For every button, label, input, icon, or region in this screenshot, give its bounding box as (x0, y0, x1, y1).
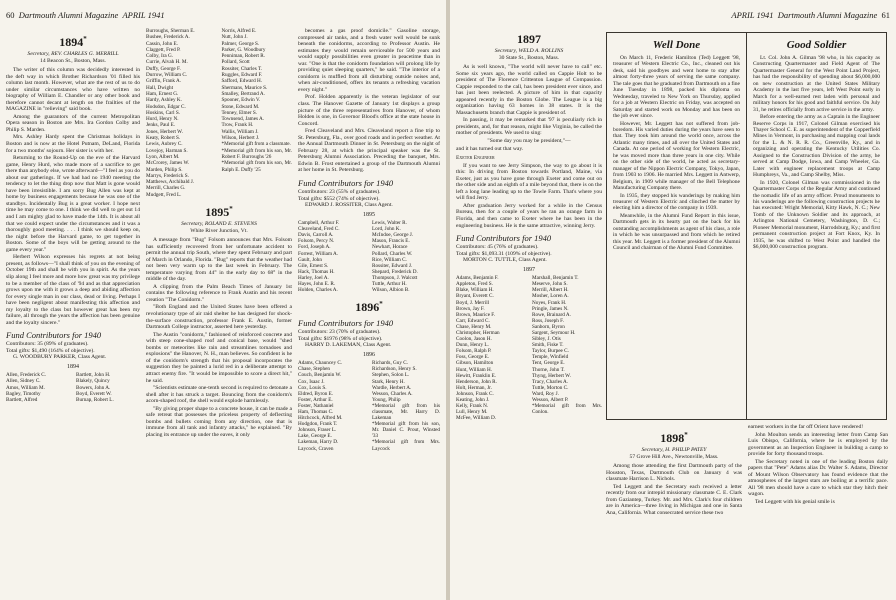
contributor-name: Rice, William C. (372, 256, 407, 263)
right-page (450, 0, 896, 600)
contributor-name: Amos, William M. (6, 384, 45, 391)
class-1897-heading: 1897 (517, 32, 541, 46)
contributor-name: *Memorial gift from his son, Mr. Ralph E. Duffy '25 (221, 160, 292, 173)
contributor-name: Lull, Henry M. (456, 409, 488, 416)
contributor-name: Chase, Henry M. (456, 323, 492, 330)
contributor-name: Blake, William H. (456, 287, 494, 294)
contributor-name: Tracy, Charles A. (532, 378, 569, 385)
contributor-name: Wardle, Herbert A. (372, 384, 412, 391)
contributor-name: Burroughs, Sherman E. (146, 28, 195, 34)
contributor-name: Meserve, John S. (532, 281, 568, 288)
contributor-name: Christopher, Herman (456, 330, 500, 337)
contributor-name: Mosher, Loren A. (532, 293, 569, 300)
contributor-name: Mudgett, Fred L. (146, 191, 182, 198)
contributor-name: *Memorial gift from Mrs. Conlon. (532, 403, 602, 416)
contributor-name: Foster, Nathaniel (298, 402, 334, 409)
contributor-name: Smith, Fiske T. (532, 342, 564, 349)
class-1898-address: 57 Grove Hill Ave., Newtonville, Mass. (629, 453, 719, 460)
contributor-name: Gile, Ernest S. (298, 262, 329, 269)
left-running-date: APRIL 1941 (122, 10, 165, 20)
class-1894-secretary: Secretary, REV. CHARLES G. MERRILL (27, 51, 119, 57)
contributor-name: Townsend, James A. (221, 116, 265, 123)
contributor-name: Hodgdon, Frank T. (298, 421, 338, 428)
contributor-name: Merrill, Charles G. (146, 185, 186, 192)
contributor-name: Appleton, Fred S. (456, 281, 493, 288)
contributor-list (456, 275, 602, 421)
paragraph: A clipping from the Palm Beach Times of January 1st contains the following reference to Frank Austin and his recent creation "The Conidorm." (146, 283, 292, 303)
contributor-name: Sargent, Seymour H. (532, 330, 576, 337)
contributor-name: *Memorial gift from Mrs. Laycock (372, 439, 440, 452)
paragraph: On March 11, Frederic Hamilton (Ted) Leggett '98, treasurer of Western Electric Co., Inc., cleaned out his desk, said his goodbyes and went home to stay after almost forty-three years of serving the same company. The tale goes that he graduated from Dartmouth on a fine June Tuesday in 1898, packed his diploma on Wednesday, traveled to New York on Thursday, applied for a job at Western Electric on Friday, was accepted on Saturday and started work on Monday and has been on the job ever since. (613, 55, 740, 120)
contributor-name: Johnson, Fraser L. (298, 427, 337, 434)
contributor-name: Tuttle, Arthur H. (372, 281, 407, 288)
contributor-name: Foster, Arthur E. (298, 396, 333, 403)
contributor-name: Lakeman, Harry D. (298, 439, 339, 446)
contributor-list (298, 220, 440, 293)
contributor-name: Foss, George E. (456, 354, 490, 361)
paragraph: "Both England and the United States have been offered a revolutionary type of air raid shelter he has designed for shock-the-surface construction, professor Frank E. Austin, former Dartmouth College instructor, asserted here yesterday. (146, 304, 292, 331)
contributor-name: Carr, Edward C. (456, 317, 490, 324)
contributor-name: Eldred, Byron E. (298, 390, 334, 397)
contributor-name: Wesson, Albert P. (532, 397, 569, 404)
contributor-name: Stone, Edward M. (221, 103, 260, 110)
name-column (372, 360, 440, 451)
contributor-name: Thompson, J. Walcott (372, 274, 418, 281)
class-1897-secretary: Secretary, WELD A. ROLLINS (494, 48, 564, 54)
fund-heading-1896: Fund Contributors for 1940 (298, 318, 394, 329)
contributor-name: Bryant, Everett C. (456, 293, 494, 300)
paragraph: "By giving proper shape to a concrete house, it can be made a safe retreat that possesses the priceless property of deflecting bombs and bullets coming from any direction, one that is immune from all tank and infantry attacks," he explained. "By placing its entrance up under the eaves, it only (146, 405, 292, 438)
fund-agent: G. WOODBURY PARKER, Class Agent. (13, 354, 107, 361)
paragraph: Among those attending the first Dartmouth party of the Houston, Texas, Dartmouth Club on January 4 was classmate Harrison L. Nichols. (606, 463, 742, 483)
paragraph: "Some day you may be president,"— (487, 138, 571, 145)
paragraph: "Scientists estimate one-tenth second is required to detonate a shell after it has struck a target. Bouncing from the conidorm's acorn-shaped roof, the shell would explode harmlessly. (146, 385, 292, 405)
class-1895-address: White River Junction, Vt. (190, 227, 248, 234)
paragraph: As is well known, "The world will never have to call" etc. Some six years ago, the world called on Cappie Holt to be president of The Florence Crittenton League of Compassion. Cappie responded to the call, has been president ever since, and has just been reelected. A picture of him in that capacity appeared recently in the Boston Globe. The League is a big organization having 63 homes in 38 states. It is the Massachusetts branch that Cappie is president of. (456, 64, 602, 116)
contributor-name: Sibley, J. Otis (532, 336, 561, 343)
paragraph: Returning to the Round-Up on the eve of the Harvard game, Henry Hurd, who made more of a sacrifice to get there than anybody else, wrote afterward—"I feel as you do about our gatherings. If we had had no 1940 meeting the tendency to let the thing drop now that Matt is gone would have been irresistible. I am sorry Bug Allen was kept at home by business engagements because he was one of the standbys. Incidentally Bug is a great worker. I hope next time he may come to one. I think we did well to get out 14 and I am mighty glad to have made the 14th. It is about all that we could expect under the circumstances and it was a thoroughly good meeting. . . . I think we should keep on, the night before the Harvard game, to get together in Boston. Some of the boys will be getting around to the game every year." (6, 155, 140, 253)
name-column (298, 220, 366, 293)
contributor-name: Newhart, Horace (372, 244, 408, 251)
class-1897-address: 30 State St., Boston, Mass. (498, 54, 560, 61)
boxed-feature (606, 32, 887, 420)
class-1898-heading: 1898* (660, 431, 688, 445)
contributor-name: Trow, Frank H. (221, 122, 254, 129)
contributor-name: Richards, Guy C. (372, 360, 409, 367)
paragraph: John Moulton sends an interesting letter from Camp San Luis Obispo, California, where he is employed by the government as an Inspection Engineer in building a camp to provide for forty thousand troops. (748, 431, 888, 458)
contributor-name: Hoskins, Carl S. (146, 109, 181, 116)
contributor-name: Bartlett, John H. (76, 372, 111, 379)
contributor-name: Ham, Ernest G. (146, 90, 179, 97)
contributor-name: Palmer, George S. (221, 40, 260, 47)
name-column (76, 372, 140, 402)
class-1898-column-left (606, 424, 742, 594)
contributor-name: Wallis, William J. (221, 128, 259, 135)
contributor-name: Rowe, Brainard A. (532, 311, 571, 318)
contributor-name: Holden, Charles A. (298, 287, 338, 294)
contributor-name: Lake, George E. (298, 433, 332, 440)
left-column-1 (6, 28, 140, 593)
contributor-name: Boyd, Everett W. (76, 390, 112, 397)
contributor-name: Pollard, Charles W. (372, 250, 413, 257)
fund-agent: MORTON C. TUTTLE, Class Agent. (463, 257, 547, 264)
paragraph: and it has turned out that way. (456, 145, 524, 152)
name-column (372, 220, 440, 293)
paragraph: In 1920, Colonel Gilman was commissioned in the Quartermaster Corps of the Regular Army and continued the nomadic life of an army officer. Proud monuments to his wanderings are the following construction projects he has executed: Wright Memorial, Kitty Hawk, N. C.; New Tomb of the Unknown Soldier and its approach, at Arlington National Cemetery, Washington, D. C.; Pioneer Memorial monument, Harrodsburg, Ky.; and first permanent construction project at Fort Knox, Ky. In 1935, he was shifted to West Point and handled the $6,000,000 construction program. (753, 179, 880, 251)
contributor-name: Griffin, Frank A. (146, 78, 182, 85)
left-column-2 (146, 28, 292, 593)
fund-heading-1894: Fund Contributors for 1940 (6, 330, 102, 341)
contributor-name: Duffy, George F. (146, 65, 181, 72)
class-1898-secretary: Secretary, H. PHILIP PATEY (641, 447, 707, 453)
contributor-name: Wilson, Herbert J. (221, 135, 260, 142)
fund-heading-1897: Fund Contributors for 1940 (456, 233, 552, 244)
contributor-name: Hardy, Ashley K. (146, 97, 182, 104)
paragraph: A message from "Bug" Folsom announces that Mrs. Folsom has sufficiently recovered from her unfortunate accident to permit the annual trip South, where they spent February and part of March in Orlando, Florida. "Bug" reports that the weather had not been very warm up to the last week in February. The temperature varying from 44° in the early day to 68° in the middle of the day. (146, 237, 292, 283)
contributor-name: Harley, Joel A. (298, 274, 329, 281)
contributor-name: Pringle, James N. (532, 305, 569, 312)
contributor-name: Mason, Francis E. (372, 238, 410, 245)
fund-heading-1895: Fund Contributors for 1940 (298, 178, 394, 189)
good-soldier-box (747, 33, 887, 419)
contributor-name: Folsom, Percy N. (298, 238, 335, 245)
name-column (222, 28, 293, 198)
contributor-name: Blakely, Quincy (76, 378, 110, 385)
paragraph: earnest workers in the far off Orient have rendered! (748, 424, 864, 430)
contributor-name: Shepard, Frederick D. (372, 268, 418, 275)
contributor-name: McFee, William D. (456, 415, 497, 422)
contributor-name: Noyes, Frank H. (532, 299, 567, 306)
name-column (456, 275, 526, 421)
contributor-name: McIndoe, George J. (372, 232, 414, 239)
contributor-name: Norris, Alfred E. (221, 28, 257, 34)
left-column-3 (298, 28, 440, 593)
contributor-name: Parker, G. Woodbury (221, 46, 266, 53)
paragraph: Prof. Holden apparently is the veteran legislator of our class. The Hanover Gazette of January 1st displays a group picture of the three representatives from Hanover, of whom Holden is one, in Governor Blood's office at the state house in Concord. (298, 94, 440, 127)
paragraph: If you want to see Jerry Simpson, the way to go about it is this: In driving from Boston towards Portland, Maine, via Exeter, just as you have gone through Exeter and come out on the other side and an eighth of a mile beyond that, there is on the left a long lane leading up to the Towle Farm. That's where you will find Jerry. (456, 162, 602, 202)
contributor-name: Shermans, Maurice S. (221, 84, 268, 91)
contributor-name: Henderson, John R. (456, 378, 497, 385)
contributor-name: Chase, Stephen (298, 366, 330, 373)
class-1895-secretary: Secretary, ROLAND E. STEVENS (181, 221, 257, 228)
contributor-name: Ham, Thomas C. (298, 409, 334, 415)
contributor-name: Spooner, Edwin V. (221, 97, 261, 104)
left-running-head (6, 10, 165, 20)
contributor-name: Stark, Henry H. (372, 378, 405, 385)
paragraph: In passing, it may be remarked that '97 is peculiarly rich in presidents, and, for that reason, might like Virginia, be called the mother of presidents. We used to sing: (456, 117, 602, 137)
contributor-name: Smalley, Bertrand A. (221, 90, 265, 97)
contributor-name: Lord, John K. (372, 226, 401, 233)
contributor-name: Laycock, Craven (298, 445, 334, 452)
contributor-name: Hurd, Henry N. (146, 116, 179, 123)
right-page-number: 61 (881, 10, 890, 20)
good-soldier-title: Good Soldier (786, 39, 847, 51)
contributor-name: Lewis, Walter R. (372, 220, 407, 227)
contributor-name: Ruggles, Edward F. (221, 72, 263, 79)
paragraph: In 1935, they stopped his wanderings by making him treasurer of Western Electric and clinched the matter by electing him a director of the company in 1939. (613, 192, 740, 212)
contributor-name: Colby, Ira G. (146, 53, 174, 60)
names-year: 1894 (67, 363, 79, 370)
contributor-name: Brown, Jay F. (456, 305, 485, 312)
contributor-name: Davis, Carroll A. (298, 232, 334, 239)
contributor-name: Coolon, Jason H. (456, 336, 492, 343)
contributor-name: Cassin, John E. (146, 40, 178, 47)
contributor-name: *Memorial gift from his classmate, Mr. Harry D. Lakeman (372, 402, 440, 422)
contributor-name: *Memorial gift from his son, Mr. Robert F. Burroughs '26 (221, 147, 292, 160)
contributor-name: McCrorey, James W. (146, 160, 190, 167)
contributor-name: Adams, Chauncey C. (298, 360, 343, 367)
contributor-name: Kelly, Frank N. (456, 403, 489, 410)
name-column (298, 360, 366, 451)
contributor-name: Lewis, Aubrey C. (146, 141, 183, 148)
contributor-name: Bagley, Timothy (6, 390, 41, 397)
contributor-name: Tent, George E. (532, 360, 565, 367)
right-running-title: Dartmouth Alumni Magazine (777, 10, 878, 20)
contributor-name: Tuttle, Morton C. (532, 384, 569, 391)
contributor-name: Holt, Herman, Jr. (456, 384, 492, 391)
paragraph: Herbert Wilson expresses his regrets at not being present, as follows—"I shall think of you on the evening of October 19th and shall be with you in spirit. As the years slip along I feel more and more how great was my privilege to be a member of the class of '94 and as that appreciation grows upon me with it grows a deep and abiding affection for every single man in our class, dead or living. Perhaps I have been negligent about manifesting this affection and my loyalty to the class but however great has been my failure, all through the years the affection has been genuine and the loyalty sincere." (6, 254, 140, 326)
contributor-name: Wesson, Charles A. (372, 390, 413, 397)
contributor-name: Hayes, John E. R. (298, 281, 336, 288)
contributor-name: Currie, Alvah H. M. (146, 59, 188, 66)
contributor-name: Ross, Joseph F. (532, 317, 564, 324)
names-year: 1896 (363, 351, 375, 358)
class-1898-column-right (748, 424, 888, 594)
paragraph: However, Mr. Leggett has not suffered from job-boredom. His varied duties during the years have seen to that. They took him around the world once, across the Atlantic many times, and all over the United States and Canada. At one period of working for Western Electric, he was moved more than three years in one city. While on the other side of the world, he acted as secretary-manager of the Nippon Electric Company, Tokyo, Japan, from 1903 to 1906. He married Mrs. Leggett in Antwerp, Belgium, in 1909 while manager of the Bell Telephone Manufacturing Company there. (613, 120, 740, 192)
contributor-name: Hodsdon, Edgar C. (146, 103, 186, 110)
paragraph: The Secretary noted in one of the leading Boston daily papers that "Pete" Adams alias Dr. Walter S. Adams, Director of Mount Wilson Observatory has found evidence that the atmospheres of the largest stars are boiling at a terrific pace. All '98 men should have a care to which star they hitch their wagon. (748, 458, 888, 498)
contributor-name: Sanborn, Byron (532, 323, 565, 330)
paragraph: The writer of this column was decidedly interested in the deft way in which Brother Richardson '01 filled his column last month. However, what are the rest of us to do under similar circumstances who have written no biography of William E. Chandler or any other book and therefore cannot decant at length on the frailties of the MAGAZINE in "relieving" said book. (6, 67, 140, 113)
contributor-name: Pollard, Scott (221, 59, 250, 66)
contributor-name: Marden, Philip S. (146, 166, 183, 173)
contributor-name: Brown, Maurice F. (456, 311, 496, 318)
right-column-1 (456, 28, 602, 593)
contributor-name: *Memorial gift from a classmate. (221, 141, 291, 148)
fund-agent: EDWARD J. ROSSITER, Class Agent. (305, 202, 393, 209)
contributor-name: Bushee, Frederick A. (146, 34, 190, 41)
paragraph: Lt. Col. John A. Gilman '98 who, in his capacity as Constructing Quartermaster and Field Agent of The Quartermaster General for the West Point Land Project, has had the responsibility of spending about $6,000,000 on new construction at the United States Military Academy in the last five years, left West Point early in March for a well-earned rest laden with personal and military honors for his good and faithful service. On July 31, he retires officially from active service in the army. (753, 55, 880, 113)
paragraph: Meanwhile, in the Alumni Fund Report in this issue, Dartmouth gets in its hearty pat on the back for his outstanding accomplishments as agent of his class, a role in which he was unsurpassed and from which he retired this year. Mr. Leggett is a former president of the Alumni Council and chairman of the Alumni Fund Committee. (613, 212, 740, 252)
contributor-name: Gibson, Hamilton (456, 360, 494, 367)
contributor-name: Cox, Louis S. (298, 384, 327, 391)
contributor-name: Hack, Thomas H. (298, 268, 335, 275)
contributor-name: Jones, Herbert W. (146, 128, 183, 135)
left-page-number: 60 (6, 10, 15, 20)
contributor-name: *Memorial gift from his son, Mr. Daniel C. Prout, Winsted '33 (372, 421, 440, 440)
right-running-head (731, 10, 890, 20)
fund-gifts: Total gifts: $552 (74% of objective). (298, 195, 380, 202)
contributor-name: Couch, Benjamin W. (298, 372, 342, 379)
contributor-name: Burnap, Robert L. (76, 396, 114, 403)
paragraph: Ted Leggett and the Secretary each received a letter recently from our intrepid missionary classmate C. E. Clark from Gaziantep, Turkey. Mr. and Mrs. Clark's four children are in America—three living in Michigan and one in Santa Ana, California. What consecrated service these two (606, 483, 742, 516)
paragraph: becomes a gas proof domicile." Gasoline storage, compressed air tanks, and a fresh water well would be sunk beneath the conidorms, according to Professor Austin. He estimates they would remain serviceable for 500 years and would supply possibilities even greater in peacetime than in war. "One is that the conidorm foundation will prolong life by providing quiet sleeping quarters," he said. "The interior of a conidorm is muffled from all disturbing outside noises and, when air-conditioned, offers its tenants a refreshing vacation every night." (298, 28, 440, 93)
contributor-name: Taylor, Burpee C. (532, 348, 569, 355)
left-page (0, 0, 446, 600)
contributor-name: Marshall, Benjamin T. (532, 275, 579, 282)
fund-gifts: Total gifts: $1976 (98% of objective). (298, 335, 383, 342)
contributor-name: Thorne, John T. (532, 366, 565, 373)
names-year: 1897 (523, 266, 535, 273)
name-column (6, 372, 70, 402)
fund-gifts: Total gifts: $1,490 (164% of objective). (6, 347, 95, 354)
paragraph: Before entering the army as a Captain in the Engineer Reserve Corps in 1917, Colonel Gilman exercised his Thayer School C. E. as superintendent of the Copperfield Mines in Vermont, in purchasing and mapping coal lands for the L. & N. R. R. Co., Greenville, Ky., and in organizing and operating the Kentucky Utilities Co. Assigned to the Construction Division of the army, he served at Camp Dodge, Iowa, and Camp Wheeler, Ga. Later with engineer replacement troops at Camp Humphreys, Va., and Camp Shelby, Miss. (753, 114, 880, 179)
contributor-name: Rossiter, Charles T. (221, 65, 263, 72)
contributor-name: Tenney, Elmer S. (221, 109, 258, 116)
contributor-name: Cox, Isaac J. (298, 378, 325, 385)
contributor-name: Nutt, John J. (221, 34, 248, 41)
contributor-name: Jenks, Paul E. (146, 122, 176, 129)
contributor-name: Boyd, J. Merrill (456, 299, 490, 306)
contributor-name: Keaty, Robert S. (146, 135, 181, 142)
paragraph: Mrs. Ashley Hardy spent the Christmas holidays in Boston and is now at the Hotel Putnam, DeLand, Florida for a two months' sojourn. Her sister is with her. (6, 134, 140, 154)
fund-contributors: Contributors: 45 (76% of graduates). (456, 244, 539, 251)
contributor-list (6, 372, 140, 402)
contributor-name: Dunn, Henry L. (456, 342, 489, 349)
contributor-name: Safford, Edward H. (221, 78, 263, 85)
fund-contributors: Contributors: 23 (70% of graduates). (298, 329, 381, 336)
contributor-name: Keating, John J. (456, 397, 490, 404)
contributor-name: Thyng, Herbert W. (532, 372, 571, 379)
well-done-box (607, 33, 747, 419)
exeter-engineer-heading: Exeter Engineer (456, 155, 495, 162)
well-done-title: Well Done (652, 39, 701, 51)
contributor-name: Marrys, Frederick S. (146, 172, 189, 179)
contributor-name: Matthews, Archibald J. (146, 179, 195, 186)
paragraph: Fred Cleaveland and Mrs. Cleaveland report a fine trip to St. Petersburg, Fla., over good roads and in perfect weather. At the Annual Dartmouth Dinner in St. Petersburg on the night of February 28, at which the principal speaker was the St. Petersburg Alumni Association. Preceding the banquet, Mrs. Edwin B. Frost entertained a group of the Dartmouth Alumni at her home in St. Petersburg. (298, 128, 440, 174)
contributor-name: Gault, John (298, 256, 322, 263)
contributor-name: Allen, Sidney C. (6, 378, 41, 385)
contributor-name: Campbell, Arthur F. (298, 220, 340, 227)
paragraph: After graduation Jerry worked for a while in the Census Bureau, then for a couple of years he ran an orange farm in Florida, and then came to Exeter where he has been in the engineering business. He is the same attractive, winning Jerry. (456, 202, 602, 229)
contributor-name: Cleaveland, Fred C. (298, 226, 340, 233)
names-year: 1895 (363, 211, 375, 218)
contributor-name: Hewitt, Franklin E. (456, 372, 497, 379)
contributor-name: Bowers, John A. (76, 384, 111, 391)
contributor-name: Ward, Roy J. (532, 390, 559, 397)
class-1894-address: 14 Beacon St., Boston, Mass. (40, 57, 106, 64)
left-running-title: Dartmouth Alumni Magazine (18, 10, 119, 20)
contributor-name: Hall, Dwight (146, 84, 174, 91)
contributor-name: Richardson, Henry S. (372, 366, 417, 373)
name-column (146, 28, 217, 198)
contributor-name: Penniman, Robert R. (221, 53, 266, 60)
contributor-name: Folsom, Ralph P. (456, 348, 492, 355)
contributor-name: Claggett, Fred P. (146, 46, 181, 53)
contributor-name: Lyon, Albert M. (146, 153, 180, 160)
contributor-name: Durrow, William C. (146, 72, 188, 79)
contributor-name: Stephen, Solon L. (372, 372, 410, 379)
paragraph: The Austin "conidorm," fashioned of reinforced concrete and with steep cone-shaped roof and conical base, would "shed bombs or meteorites like rain and streamlines tornadoes and explosions" the Hanover, N. H., man believes. So confident is he of the conidorm's strength that his proposal incorporates the suggestion they be painted a lurid red in a deliberate attempt to attract enemy fire. "It would be impossible to score a direct hit," he said. (146, 331, 292, 384)
class-1894-heading: 1894* (59, 35, 87, 49)
contributor-name: Ford, Joseph A. (298, 244, 331, 251)
fund-contributors: Contributors: 23 (55% of graduates). (298, 189, 381, 196)
contributor-name: Hitchcock, Alfred M. (298, 415, 343, 422)
contributor-name: Johnson, Frank C. (456, 390, 494, 397)
contributor-list-1894-cont (146, 28, 292, 198)
paragraph: Ted Leggett with his genial smile is (755, 499, 835, 506)
contributor-name: Wilson, Albion B. (372, 287, 410, 294)
class-1896-heading: 1896* (355, 300, 383, 315)
contributor-name: Bartlett, Alfred (6, 396, 38, 403)
class-1895-heading: 1895* (205, 205, 233, 220)
name-column (532, 275, 602, 421)
contributor-name: Merrill, Albert H. (532, 287, 569, 294)
contributor-name: Allen, Frederick C. (6, 372, 47, 379)
contributor-name: Rossiter, Edward J. (372, 262, 413, 269)
fund-contributors: Contributors: 35 (89% of graduates). (6, 341, 89, 348)
paragraph: Among the guarantors of the current Metropolitan Opera season in Boston are Mrs. Ira Gordon Colby and Philip S. Marden. (6, 113, 140, 133)
right-running-date: APRIL 1941 (731, 10, 774, 20)
contributor-name: Hunt, William H. (456, 366, 493, 373)
contributor-name: Temple, Winfield (532, 354, 569, 361)
contributor-name: Adams, Benjamin F. (456, 275, 499, 282)
fund-gifts: Total gifts: $1,093.31 (109% of objective). (456, 250, 552, 257)
contributor-list (298, 360, 440, 451)
fund-agent: HARRY D. LAKEMAN, Class Agent. (305, 342, 392, 349)
contributor-name: Lovejoy, Harman S. (146, 147, 188, 154)
contributor-name: Young, Philip (372, 396, 401, 403)
contributor-name: Forrest, William A. (298, 250, 339, 257)
